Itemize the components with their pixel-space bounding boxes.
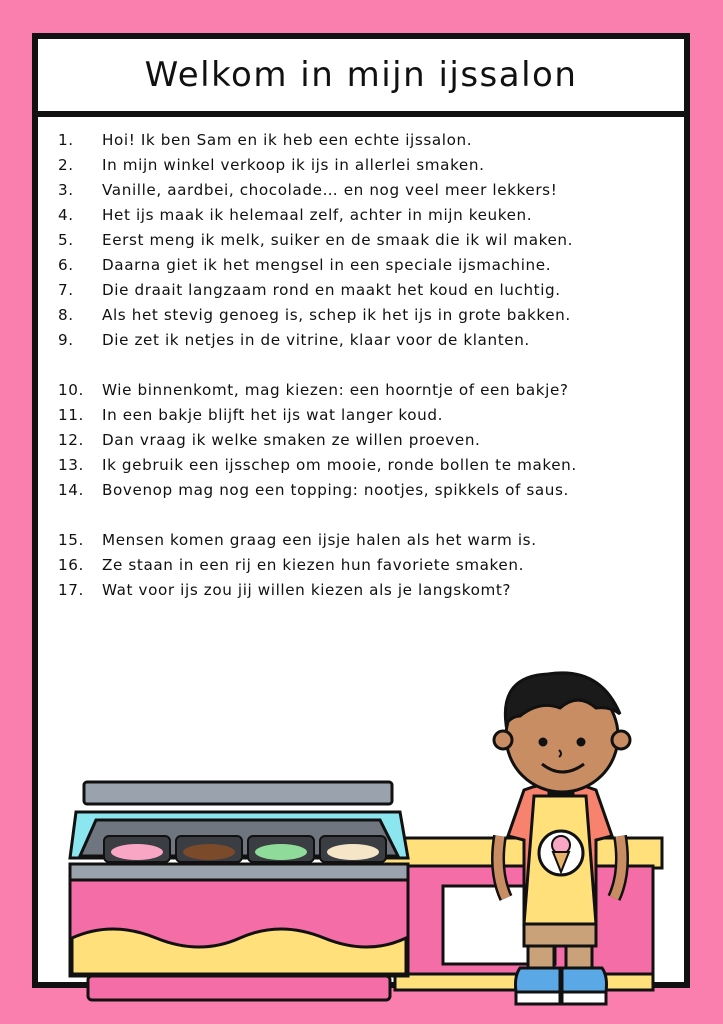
line-number: 13. (58, 455, 84, 474)
line-text: Die draait langzaam rond en maakt het koud en luchtig. (102, 280, 561, 299)
line-text: Mensen komen graag een ijsje halen als het warm is. (102, 530, 537, 549)
line-number: 16. (58, 555, 84, 574)
line-item (58, 202, 674, 227)
line-text: Ik gebruik een ijsschep om mooie, ronde bollen te maken. (102, 455, 577, 474)
line-number: 9. (58, 330, 74, 349)
line-text: Als het stevig genoeg is, schep ik het ijs in grote bakken. (102, 305, 571, 324)
line-text: Het ijs maak ik helemaal zelf, achter in mijn keuken. (102, 205, 533, 224)
line-text: Ze staan in een rij en kiezen hun favoriete smaken. (102, 555, 524, 574)
line-number: 7. (58, 280, 74, 299)
line-text: Vanille, aardbei, chocolade… en nog veel meer lekkers! (102, 180, 558, 199)
line-item (58, 527, 674, 552)
line-item (58, 477, 674, 502)
line-text: Daarna giet ik het mengsel in een speciale ijsmachine. (102, 255, 552, 274)
line-item (58, 177, 674, 202)
line-item (58, 277, 674, 302)
line-item (58, 577, 674, 602)
line-item (58, 252, 674, 277)
page-title: Welkom in mijn ijssalon (144, 55, 578, 95)
line-number: 10. (58, 380, 84, 399)
numbered-lines (58, 127, 674, 602)
line-text: Eerst meng ik melk, suiker en de smaak die ik wil maken. (102, 230, 574, 249)
line-item (58, 152, 674, 177)
line-text: Wat voor ijs zou jij willen kiezen als je langskomt? (102, 580, 512, 599)
line-number: 5. (58, 230, 74, 249)
line-number: 15. (58, 530, 84, 549)
line-text: Bovenop mag nog een topping: nootjes, spikkels of saus. (102, 480, 569, 499)
line-number: 6. (58, 255, 74, 274)
title-bar (38, 39, 684, 117)
line-item (58, 227, 674, 252)
line-number: 14. (58, 480, 84, 499)
line-item (58, 377, 674, 402)
line-item (58, 127, 674, 152)
line-item (58, 302, 674, 327)
line-text: Hoi! Ik ben Sam en ik heb een echte ijssalon. (102, 130, 473, 149)
line-item (58, 327, 674, 352)
line-number: 8. (58, 305, 74, 324)
line-number: 12. (58, 430, 84, 449)
line-item (58, 402, 674, 427)
line-text: Wie binnenkomt, mag kiezen: een hoorntje of een bakje? (102, 380, 569, 399)
line-number: 1. (58, 130, 74, 149)
reading-card (32, 33, 690, 988)
line-text: In een bakje blijft het ijs wat langer koud. (102, 405, 444, 424)
line-number: 3. (58, 180, 74, 199)
line-item (58, 427, 674, 452)
line-number: 11. (58, 405, 84, 424)
line-text: Dan vraag ik welke smaken ze willen proeven. (102, 430, 481, 449)
line-text: Die zet ik netjes in de vitrine, klaar voor de klanten. (102, 330, 530, 349)
line-item (58, 552, 674, 577)
line-number: 4. (58, 205, 74, 224)
line-text: In mijn winkel verkoop ik ijs in allerlei smaken. (102, 155, 485, 174)
line-number: 17. (58, 580, 84, 599)
line-item (58, 452, 674, 477)
line-number: 2. (58, 155, 74, 174)
